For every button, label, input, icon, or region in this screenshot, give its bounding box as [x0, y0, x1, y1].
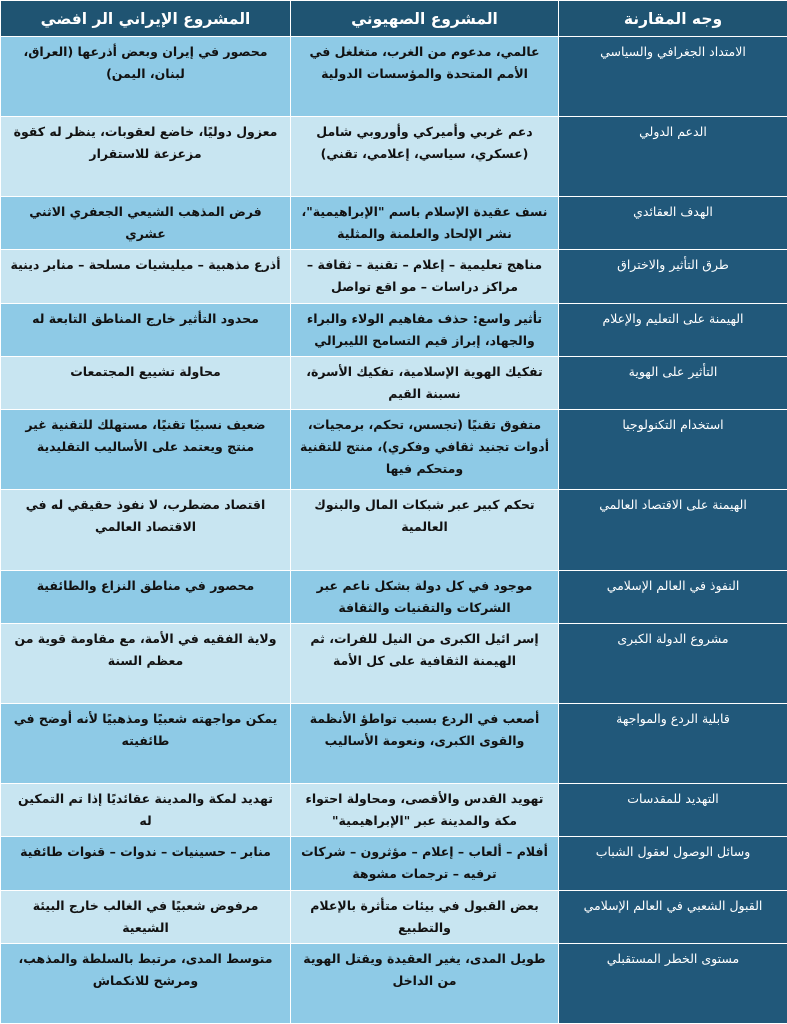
- cell-aspect: طرق التأثير والاختراق: [559, 250, 787, 304]
- cell-zionist-project: مناهج تعليمية – إعلام – تقنية – ثقافة – مراكز دراسات – مو اقع تواصل: [291, 250, 559, 304]
- cell-zionist-project: دعم غربي وأميركي وأوروبي شامل (عسكري، سياسي، إعلامي، تقني): [291, 117, 559, 197]
- cell-aspect: الدعم الدولي: [559, 117, 787, 197]
- cell-aspect: النفوذ في العالم الإسلامي: [559, 570, 787, 623]
- cell-iranian-project: معزول دوليًا، خاضع لعقوبات، ينظر له كقوة مزعزعة للاستقرار: [1, 117, 291, 197]
- cell-zionist-project: متفوق تقنيًا (تجسس، تحكم، برمجيات، أدوات تجنيد ثقافي وفكري)، منتج للتقنية ومتحكم فيها: [291, 410, 559, 490]
- cell-iranian-project: محدود التأثير خارج المناطق التابعة له: [1, 304, 291, 357]
- cell-aspect: مشروع الدولة الكبرى: [559, 623, 787, 703]
- cell-zionist-project: أصعب في الردع بسبب تواطؤ الأنظمة والقوى الكبرى، ونعومة الأساليب: [291, 703, 559, 783]
- cell-zionist-project: بعض القبول في بيئات متأثرة بالإعلام والتطبيع: [291, 890, 559, 943]
- cell-zionist-project: نسف عقيدة الإسلام باسم "الإبراهيمية"، نشر الإلحاد والعلمنة والمثلية: [291, 197, 559, 250]
- cell-aspect: استخدام التكنولوجيا: [559, 410, 787, 490]
- table-row: [1, 783, 787, 836]
- cell-iranian-project: متوسط المدى، مرتبط بالسلطة والمذهب، ومرشح للانكماش: [1, 943, 291, 1023]
- table-row: [1, 943, 787, 1023]
- cell-iranian-project: ولاية الفقيه في الأمة، مع مقاومة قوية من معظم السنة: [1, 623, 291, 703]
- cell-aspect: قابلية الردع والمواجهة: [559, 703, 787, 783]
- cell-aspect: القبول الشعبي في العالم الإسلامي: [559, 890, 787, 943]
- cell-zionist-project: تهويد القدس والأقصى، ومحاولة احتواء مكة والمدينة عبر "الإبراهيمية": [291, 783, 559, 836]
- table-row: [1, 703, 787, 783]
- cell-iranian-project: أذرع مذهبية – ميليشيات مسلحة – منابر دينية: [1, 250, 291, 304]
- table-row: [1, 357, 787, 410]
- cell-aspect: وسائل الوصول لعقول الشباب: [559, 836, 787, 890]
- table-body: [1, 37, 787, 1024]
- header-row: [1, 1, 787, 37]
- table-header: [1, 1, 787, 37]
- header-zionist-project: المشروع الصهيوني: [291, 1, 559, 37]
- cell-iranian-project: منابر – حسينيات – ندوات – قنوات طائفية: [1, 836, 291, 890]
- cell-iranian-project: مرفوض شعبيًا في الغالب خارج البيئة الشيعية: [1, 890, 291, 943]
- cell-aspect: التأثير على الهوية: [559, 357, 787, 410]
- cell-aspect: الهدف العقائدي: [559, 197, 787, 250]
- cell-iranian-project: محاولة تشييع المجتمعات: [1, 357, 291, 410]
- table-row: [1, 836, 787, 890]
- cell-iranian-project: تهديد لمكة والمدينة عقائديًا إذا تم التمكين له: [1, 783, 291, 836]
- table-row: [1, 197, 787, 250]
- cell-iranian-project: ضعيف نسبيًا تقنيًا، مستهلك للتقنية غير منتج ويعتمد على الأساليب التقليدية: [1, 410, 291, 490]
- cell-iranian-project: اقتصاد مضطرب، لا نفوذ حقيقي له في الاقتصاد العالمي: [1, 490, 291, 570]
- cell-zionist-project: تأثير واسع: حذف مفاهيم الولاء والبراء والجهاد، إبراز قيم التسامح الليبرالي: [291, 304, 559, 357]
- cell-zionist-project: تفكيك الهوية الإسلامية، تفكيك الأسرة، نسبنة القيم: [291, 357, 559, 410]
- cell-iranian-project: محصور في إيران وبعض أذرعها (العراق، لبنان، اليمن): [1, 37, 291, 117]
- cell-aspect: التهديد للمقدسات: [559, 783, 787, 836]
- table-row: [1, 490, 787, 570]
- header-iranian-project: المشروع الإيراني الر افضي: [1, 1, 291, 37]
- table-row: [1, 117, 787, 197]
- cell-aspect: الهيمنة على الاقتصاد العالمي: [559, 490, 787, 570]
- table-row: [1, 37, 787, 117]
- cell-zionist-project: تحكم كبير عبر شبكات المال والبنوك العالمية: [291, 490, 559, 570]
- table-row: [1, 570, 787, 623]
- cell-aspect: الامتداد الجغرافي والسياسي: [559, 37, 787, 117]
- cell-zionist-project: موجود في كل دولة بشكل ناعم عبر الشركات والتقنيات والثقافة: [291, 570, 559, 623]
- table-row: [1, 250, 787, 304]
- cell-iranian-project: يمكن مواجهته شعبيًا ومذهبيًا لأنه أوضح في طائفيته: [1, 703, 291, 783]
- header-aspect: وجه المقارنة: [559, 1, 787, 37]
- cell-zionist-project: عالمي، مدعوم من الغرب، متغلغل في الأمم المتحدة والمؤسسات الدولية: [291, 37, 559, 117]
- table-row: [1, 410, 787, 490]
- table-row: [1, 890, 787, 943]
- table-row: [1, 304, 787, 357]
- cell-iranian-project: محصور في مناطق النزاع والطائفية: [1, 570, 291, 623]
- cell-zionist-project: إسر ائيل الكبرى من النيل للفرات، ثم الهيمنة الثقافية على كل الأمة: [291, 623, 559, 703]
- cell-zionist-project: طويل المدى، يغير العقيدة ويقتل الهوية من الداخل: [291, 943, 559, 1023]
- cell-aspect: الهيمنة على التعليم والإعلام: [559, 304, 787, 357]
- cell-zionist-project: أفلام – ألعاب – إعلام – مؤثرون – شركات ترفيه – ترجمات مشوهة: [291, 836, 559, 890]
- cell-iranian-project: فرض المذهب الشيعي الجعفري الاثني عشري: [1, 197, 291, 250]
- cell-aspect: مستوى الخطر المستقبلي: [559, 943, 787, 1023]
- table-row: [1, 623, 787, 703]
